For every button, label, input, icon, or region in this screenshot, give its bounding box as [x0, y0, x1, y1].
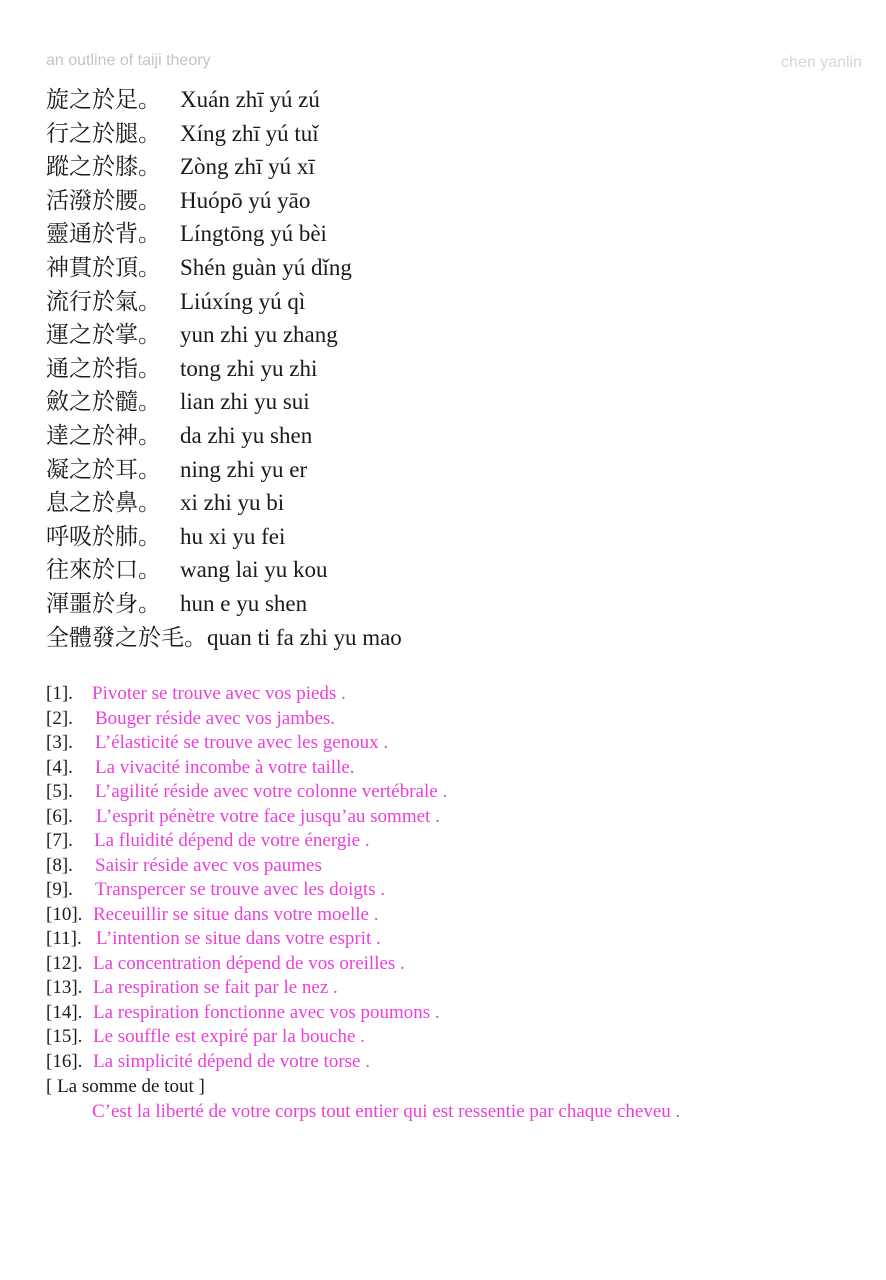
summary-text: C’est la liberté de votre corps tout entier qui est ressentie par chaque cheveu .: [92, 1101, 681, 1122]
translation-line: [46, 756, 876, 781]
translation-line: [46, 854, 876, 879]
translation-line: [46, 952, 876, 977]
verse-chinese: 蹤之於膝。: [46, 154, 161, 181]
verse-pinyin: ning zhi yu er: [180, 456, 308, 482]
verse-chinese: 往來於口。: [46, 557, 161, 584]
verse-pinyin: Zòng zhī yú xī: [180, 154, 315, 180]
translation-number: [9].: [46, 879, 73, 900]
translation-number: [14].: [46, 1001, 83, 1023]
translation-text: Le souffle est expiré par la bouche .: [93, 1026, 365, 1047]
verse-line: [46, 150, 866, 184]
verse-pinyin: lian zhi yu sui: [180, 389, 310, 415]
translation-text: La fluidité dépend de votre énergie .: [94, 830, 370, 851]
translation-number: [13].: [46, 977, 83, 998]
translation-text: Transpercer se trouve avec les doigts .: [95, 879, 386, 900]
verse-line: [46, 352, 866, 386]
verse-line: [46, 184, 866, 218]
verse-line: [46, 117, 866, 151]
verse-pinyin: Xíng zhī yú tuǐ: [180, 120, 319, 146]
verse-pinyin: Liúxíng yú qì: [180, 288, 306, 314]
translation-number: [12].: [46, 952, 83, 974]
translation-number: [5].: [46, 781, 73, 802]
document-author: chen yanlin: [781, 54, 862, 71]
verse-pinyin: Shén guàn yú dǐng: [180, 254, 352, 280]
verse-pinyin: tong zhi yu zhi: [180, 355, 318, 381]
translation-number: [3].: [46, 732, 73, 753]
verse-chinese: 通之於指。: [46, 355, 161, 382]
verse-chinese: 全體發之於毛。: [46, 624, 207, 651]
translation-text: L’agilité réside avec votre colonne vertébrale .: [95, 781, 448, 802]
translation-text: La vivacité incombe à votre taille.: [95, 756, 355, 778]
verse-pinyin: Língtōng yú bèi: [180, 221, 327, 247]
document-title: an outline of taiji theory: [46, 52, 211, 69]
translation-number: [8].: [46, 854, 73, 876]
verse-line: [46, 520, 866, 554]
translation-line: [46, 829, 876, 854]
translation-line: [46, 682, 876, 707]
translation-text: La respiration fonctionne avec vos poumons .: [93, 1001, 440, 1023]
verse-pinyin: Huópō yú yāo: [180, 187, 311, 213]
verse-chinese: 斂之於髓。: [46, 389, 161, 416]
verse-pinyin: hu xi yu fei: [180, 523, 286, 549]
translation-number: [2].: [46, 707, 73, 729]
verse-line: [46, 217, 866, 251]
translation-text: L’intention se situe dans votre esprit .: [96, 928, 381, 949]
translation-line: [46, 927, 876, 952]
verse-pinyin: xi zhi yu bi: [180, 490, 285, 516]
verse-pinyin: hun e yu shen: [180, 590, 308, 616]
verse-chinese: 行之於腿。: [46, 120, 161, 147]
translation-line: [46, 707, 876, 732]
verse-line: [46, 621, 866, 655]
translation-list: [46, 682, 876, 1124]
translation-text: Receuillir se situe dans votre moelle .: [93, 903, 379, 925]
verse-line: [46, 285, 866, 319]
translation-line: [46, 903, 876, 928]
translation-line: [46, 1025, 876, 1050]
translation-number: [11].: [46, 928, 82, 949]
verse-pinyin: quan ti fa zhi yu mao: [207, 624, 402, 650]
translation-line: [46, 976, 876, 1001]
verse-line: [46, 553, 866, 587]
verse-chinese: 息之於鼻。: [46, 490, 161, 517]
verse-pinyin: da zhi yu shen: [180, 422, 313, 448]
verse-pinyin: wang lai yu kou: [180, 557, 328, 583]
verse-chinese: 呼吸於肺。: [46, 523, 161, 550]
verse-chinese: 達之於神。: [46, 422, 161, 449]
verse-chinese: 旋之於足。: [46, 87, 161, 113]
translation-line: [46, 1001, 876, 1026]
verse-chinese: 神貫於頂。: [46, 254, 161, 281]
verse-chinese: 靈通於背。: [46, 221, 161, 248]
verse-line: [46, 318, 866, 352]
verse-chinese: 活潑於腰。: [46, 187, 161, 214]
translation-number: [4].: [46, 756, 73, 778]
verse-line: [46, 251, 866, 285]
translation-line: [46, 1050, 876, 1075]
verse-line: [46, 385, 866, 419]
verse-line: [46, 83, 866, 117]
translation-text: Saisir réside avec vos paumes: [95, 854, 322, 876]
translation-line: [46, 878, 876, 903]
verse-chinese: 渾噩於身。: [46, 590, 161, 617]
verse-chinese: 運之於掌。: [46, 322, 161, 349]
translation-text: La respiration se fait par le nez .: [93, 977, 338, 998]
translation-text: L’esprit pénètre votre face jusqu’au sommet .: [96, 805, 440, 827]
translation-number: [16].: [46, 1050, 83, 1072]
summary-title: [ La somme de tout ]: [46, 1076, 205, 1097]
translation-line: [46, 731, 876, 756]
verse-chinese: 流行於氣。: [46, 288, 161, 315]
translation-text: La simplicité dépend de votre torse .: [93, 1050, 370, 1072]
translation-number: [15].: [46, 1026, 83, 1047]
translation-text: Pivoter se trouve avec vos pieds .: [92, 683, 346, 704]
translation-text: L’élasticité se trouve avec les genoux .: [95, 732, 389, 753]
translation-number: [1].: [46, 683, 73, 704]
translation-line: [46, 805, 876, 830]
translation-line: [46, 780, 876, 805]
verse-pinyin: yun zhi yu zhang: [180, 322, 338, 348]
verse-pinyin: Xuán zhī yú zú: [180, 87, 320, 112]
verse-line: [46, 587, 866, 621]
translation-text: La concentration dépend de vos oreilles .: [93, 952, 405, 974]
verse-line: [46, 453, 866, 487]
translation-number: [6].: [46, 805, 73, 827]
translation-number: [10].: [46, 903, 83, 925]
translation-text: Bouger réside avec vos jambes.: [95, 707, 336, 729]
verse-line: [46, 486, 866, 520]
verse-line: [46, 419, 866, 453]
verse-chinese: 凝之於耳。: [46, 456, 161, 483]
translation-number: [7].: [46, 830, 73, 851]
verse-list: [46, 83, 866, 654]
